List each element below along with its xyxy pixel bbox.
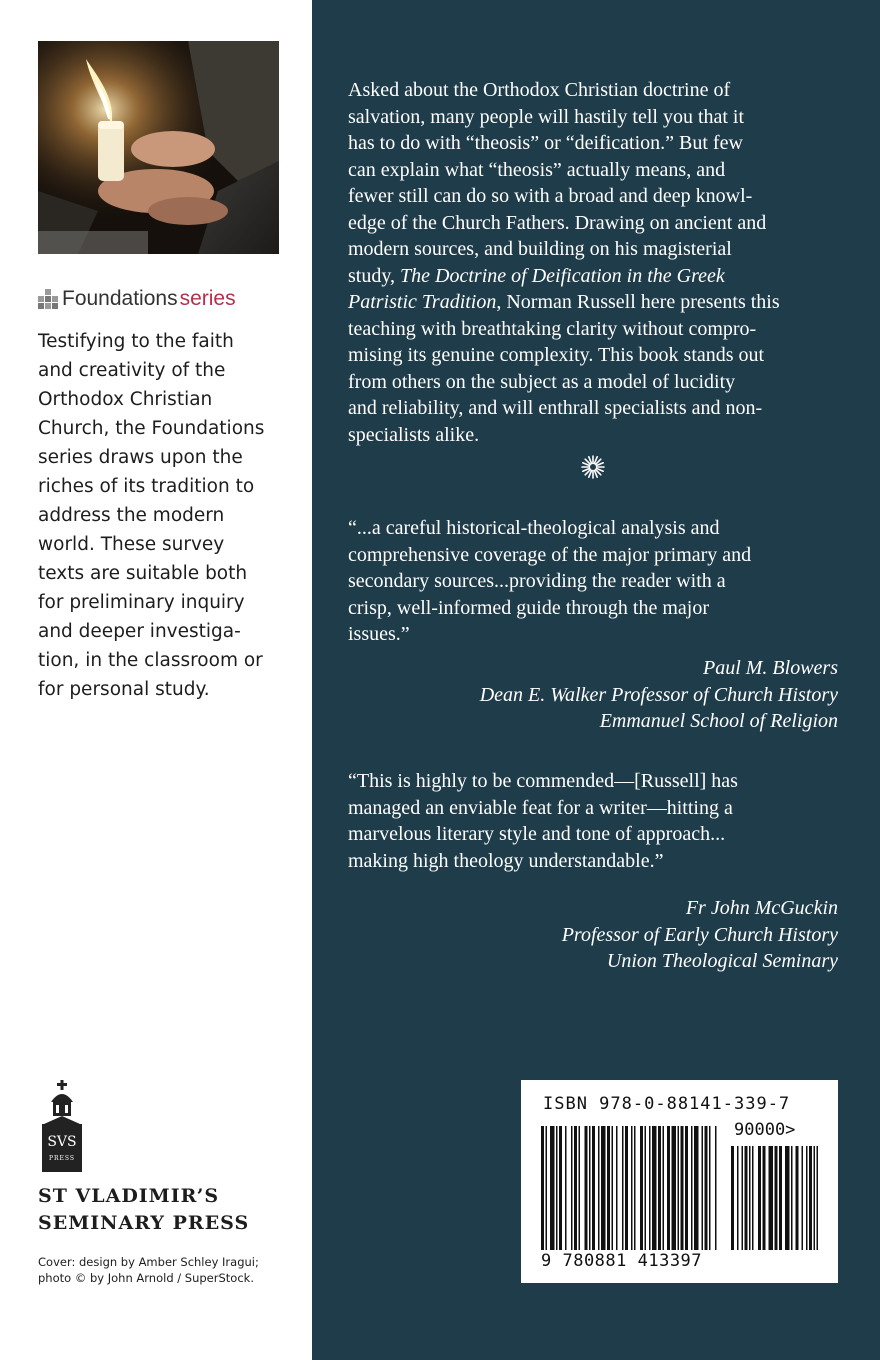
barcode-addon-bar: [817, 1146, 819, 1250]
isbn-label: ISBN 978-0-88141-339-7: [543, 1094, 791, 1114]
barcode-addon-bar: [806, 1146, 808, 1250]
series-description-line: texts are suitable both: [38, 563, 248, 584]
cover-photo-candle-hands: [38, 41, 279, 254]
series-description-line: world. These survey: [38, 534, 225, 555]
quote-line: “...a careful historical-theological analysis and: [348, 517, 720, 539]
barcode-addon-bar: [752, 1146, 754, 1250]
svs-press-church-logo: [38, 1080, 86, 1172]
barcode-bar: [559, 1126, 562, 1250]
series-description-line: riches of its tradition to: [38, 476, 255, 497]
endorsement-attribution-2: [418, 895, 838, 975]
description-line: has to do with “theosis” or “deification.” But few: [348, 132, 743, 154]
quote-line: issues.”: [348, 623, 410, 645]
barcode-bar: [571, 1126, 573, 1250]
barcode-digits: 9 780881 413397: [541, 1251, 703, 1271]
barcode-addon-bar: [763, 1146, 766, 1250]
barcode-bar: [631, 1126, 633, 1250]
description-line: mising its genuine complexity. This book stands out: [348, 344, 765, 366]
series-squares-icon: [38, 289, 58, 309]
description-line: fewer still can do so with a broad and deep knowl-: [348, 185, 753, 207]
description-line: [348, 263, 848, 290]
barcode-bar: [645, 1126, 647, 1250]
description-line: and reliability, and will enthrall specialists and non-: [348, 397, 763, 419]
endorsement-attribution-1: [418, 655, 838, 735]
description-line: specialists alike.: [348, 423, 480, 446]
barcode-addon-bar: [769, 1146, 774, 1250]
quote-line: comprehensive coverage of the major primary and: [348, 543, 752, 566]
series-description-line: series draws upon the: [38, 447, 243, 468]
barcode-bar: [541, 1126, 544, 1250]
barcode-bar: [694, 1126, 699, 1250]
cover-credit: [38, 1254, 259, 1286]
barcode-bar: [616, 1126, 618, 1250]
barcode-addon-bar: [758, 1146, 761, 1250]
description-line: from others on the subject as a model of lucidity: [348, 370, 736, 393]
barcode-addon-bar: [745, 1146, 748, 1250]
isbn-barcode-box: [521, 1080, 838, 1283]
logo-subtext: PRESS: [48, 1155, 76, 1162]
barcode-addon-code: 90000>: [734, 1120, 796, 1140]
barcode-bar: [601, 1126, 606, 1250]
description-line: edge of the Church Fathers. Drawing on ancient and: [348, 211, 767, 234]
barcode-bar: [649, 1126, 651, 1250]
endorser-institution: Emmanuel School of Religion: [599, 710, 838, 732]
publisher-name: [38, 1183, 249, 1237]
barcode-addon-bar: [742, 1146, 744, 1250]
logo-letters: SVS: [47, 1134, 77, 1150]
description-text: , Norman Russell here presents this: [496, 291, 780, 313]
credit-line: photo © by John Arnold / SuperStock.: [38, 1271, 254, 1285]
endorser-title: Dean E. Walker Professor of Church History: [479, 683, 838, 706]
barcode-addon-bar: [814, 1146, 816, 1250]
description-line: can explain what “theosis” actually means, and: [348, 158, 726, 181]
barcode-addon-bar: [775, 1146, 778, 1250]
book-title-italic: The Doctrine of Deification in the Greek: [400, 264, 725, 287]
series-description-line: Church, the Foundations: [38, 418, 265, 439]
barcode-bar: [652, 1126, 657, 1250]
barcode-bar: [607, 1126, 610, 1250]
barcode-bar: [585, 1126, 588, 1250]
barcode-addon-bar: [802, 1146, 804, 1250]
publisher-line: SEMINARY PRESS: [38, 1212, 250, 1234]
barcode-bar: [685, 1126, 688, 1250]
endorser-name: Fr John McGuckin: [685, 897, 838, 919]
back-cover-left-panel: [0, 0, 312, 1360]
barcode-bar: [625, 1126, 628, 1250]
description-line: Asked about the Orthodox Christian doctrine of: [348, 79, 731, 101]
barcode-bar: [612, 1126, 614, 1250]
barcode-addon-bar: [749, 1146, 751, 1250]
book-title-italic: Patristic Tradition: [348, 291, 497, 313]
barcode-bar: [705, 1126, 708, 1250]
barcode-bar: [550, 1126, 555, 1250]
barcode-bar: [622, 1126, 624, 1250]
barcode-addon-bar: [791, 1146, 793, 1250]
barcode-bar: [634, 1126, 636, 1250]
credit-line: Cover: design by Amber Schley Iragui;: [38, 1255, 259, 1269]
series-name: Foundations: [62, 287, 178, 310]
quote-line: marvelous literary style and tone of approach...: [348, 823, 726, 845]
barcode-addon-bar: [779, 1146, 782, 1250]
endorser-title: Professor of Early Church History: [561, 923, 838, 946]
barcode-addon-bar: [809, 1146, 812, 1250]
barcode-bar: [667, 1126, 670, 1250]
barcode-bar: [565, 1126, 567, 1250]
barcode-bar: [681, 1126, 684, 1250]
barcode-bar: [640, 1126, 643, 1250]
barcode-bar: [592, 1126, 595, 1250]
barcode-addon-bar: [785, 1146, 790, 1250]
quote-line: secondary sources...providing the reader with a: [348, 570, 726, 592]
barcode-bar: [579, 1126, 581, 1250]
quote-line: crisp, well-informed guide through the major: [348, 596, 710, 619]
description-line: salvation, many people will hastily tell you that it: [348, 105, 745, 128]
foundations-series-logo: [38, 284, 236, 314]
barcode-bar: [702, 1126, 704, 1250]
barcode-bar: [715, 1126, 717, 1250]
barcode-bars: [541, 1126, 821, 1250]
barcode-bar: [709, 1126, 711, 1250]
series-description-line: tion, in the classroom or: [38, 650, 263, 671]
series-description-line: Orthodox Christian: [38, 389, 213, 410]
series-description-line: address the modern: [38, 505, 225, 526]
barcode-bar: [658, 1126, 661, 1250]
barcode-bar: [556, 1126, 558, 1250]
barcode-bar: [574, 1126, 577, 1250]
barcode-bar: [672, 1126, 677, 1250]
endorser-institution: Union Theological Seminary: [606, 950, 838, 972]
series-description-line: for preliminary inquiry: [38, 592, 245, 613]
barcode-addon-bar: [796, 1146, 799, 1250]
barcode-addon-bar: [731, 1146, 734, 1250]
series-description-line: and creativity of the: [38, 360, 226, 381]
barcode-bar: [663, 1126, 665, 1250]
description-line: [348, 289, 848, 316]
barcode-bar: [598, 1126, 600, 1250]
series-description: [38, 327, 288, 704]
quote-line: managed an enviable feat for a writer—hitting a: [348, 796, 733, 819]
series-description-line: and deeper investiga-: [38, 621, 241, 642]
barcode-bar: [546, 1126, 548, 1250]
barcode-bar: [678, 1126, 680, 1250]
barcode-bar: [589, 1126, 591, 1250]
description-line: modern sources, and building on his magisterial: [348, 238, 732, 260]
book-description: [348, 77, 848, 448]
endorser-name: Paul M. Blowers: [703, 657, 838, 679]
description-text: study,: [348, 264, 401, 287]
series-label: series: [179, 287, 236, 310]
ornament-star-icon: [581, 455, 605, 479]
endorsement-quote-1: [348, 515, 848, 648]
endorsement-quote-2: [348, 768, 848, 874]
series-description-line: for personal study.: [38, 679, 210, 700]
quote-line: “This is highly to be commended—[Russell] has: [348, 770, 738, 792]
series-description-line: Testifying to the faith: [38, 331, 234, 352]
publisher-line: ST VLADIMIR’S: [38, 1185, 220, 1207]
quote-line: making high theology understandable.”: [348, 849, 664, 872]
barcode-addon-bar: [737, 1146, 739, 1250]
description-line: teaching with breathtaking clarity without compro-: [348, 317, 757, 340]
barcode-bar: [691, 1126, 693, 1250]
